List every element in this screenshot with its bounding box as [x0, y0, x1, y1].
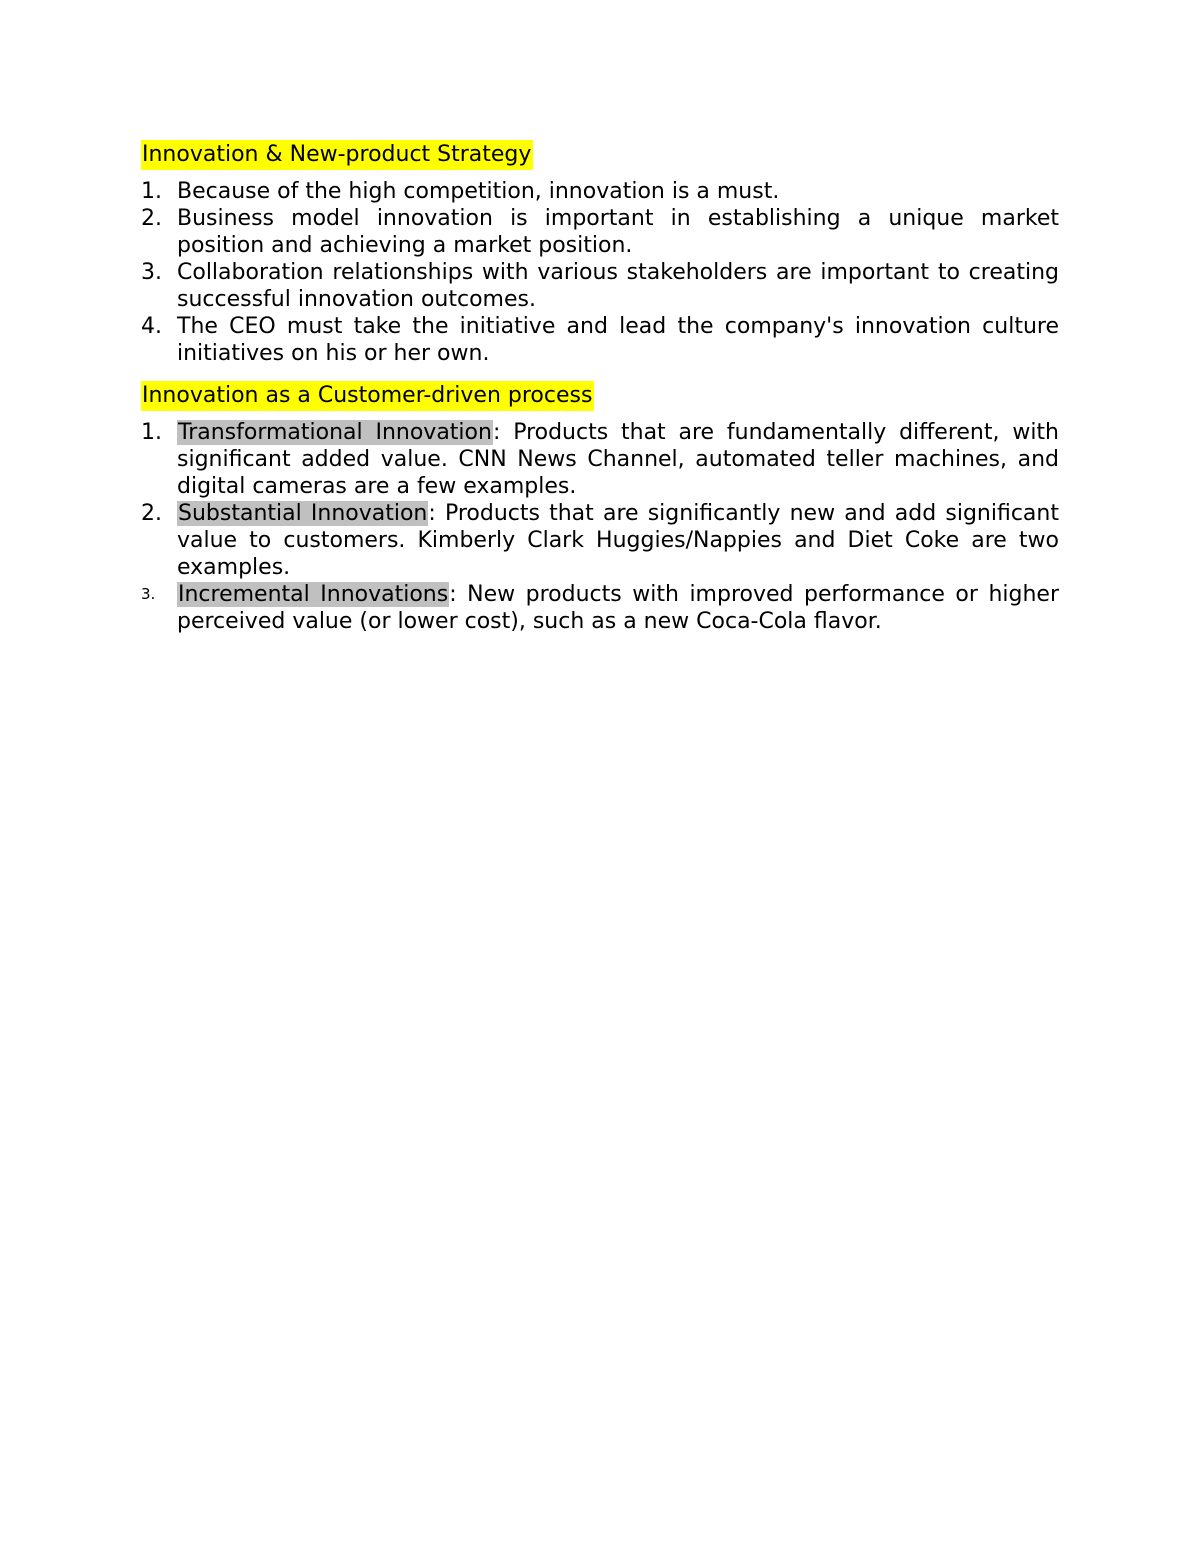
list-item-text: Because of the high competition, innovation is a must. — [177, 179, 780, 204]
section-innovation-strategy — [141, 140, 1059, 367]
list-item-text: : New products with improved performance or higher perceived value (or lower cost), such as a new Coca-Cola flavor. — [177, 582, 1059, 634]
list-item-text: : Products that are significantly new and add significant value to customers. Kimberly Clark Huggies/Nappies and Diet Coke are two examples. — [177, 501, 1059, 580]
section-customer-driven — [141, 381, 1059, 635]
list-item — [141, 313, 1059, 367]
list-item — [141, 178, 1059, 205]
list-number: 2. — [141, 206, 162, 231]
list-item — [141, 259, 1059, 313]
term-highlight: Substantial Innovation — [178, 501, 428, 526]
list-number: 3. — [141, 585, 156, 603]
list-number: 4. — [141, 314, 162, 339]
list-number: 1. — [141, 179, 162, 204]
list-number: 2. — [141, 501, 162, 526]
list-item-text: Business model innovation is important in establishing a unique market position and achieving a market position. — [177, 206, 1059, 258]
term-highlight: Incremental Innovations — [178, 582, 449, 607]
list-item-text: Collaboration relationships with various stakeholders are important to creating successful innovation outcomes. — [177, 260, 1059, 312]
document-body — [141, 140, 1059, 635]
term-highlight: Transformational Innovation — [178, 420, 492, 445]
list-number: 1. — [141, 420, 162, 445]
list-item — [141, 419, 1059, 500]
list-item-text: The CEO must take the initiative and lead the company's innovation culture initiatives on his or her own. — [177, 314, 1059, 366]
numbered-list — [141, 419, 1059, 635]
numbered-list — [141, 178, 1059, 367]
list-number: 3. — [141, 260, 162, 285]
list-item-text: : Products that are fundamentally different, with significant added value. CNN News Channel, automated teller machines, and digital cameras are a few examples. — [177, 420, 1059, 499]
list-item — [141, 581, 1059, 635]
section-heading: Innovation & New-product Strategy — [141, 140, 533, 170]
list-item — [141, 205, 1059, 259]
section-heading: Innovation as a Customer-driven process — [141, 381, 594, 411]
list-item — [141, 500, 1059, 581]
